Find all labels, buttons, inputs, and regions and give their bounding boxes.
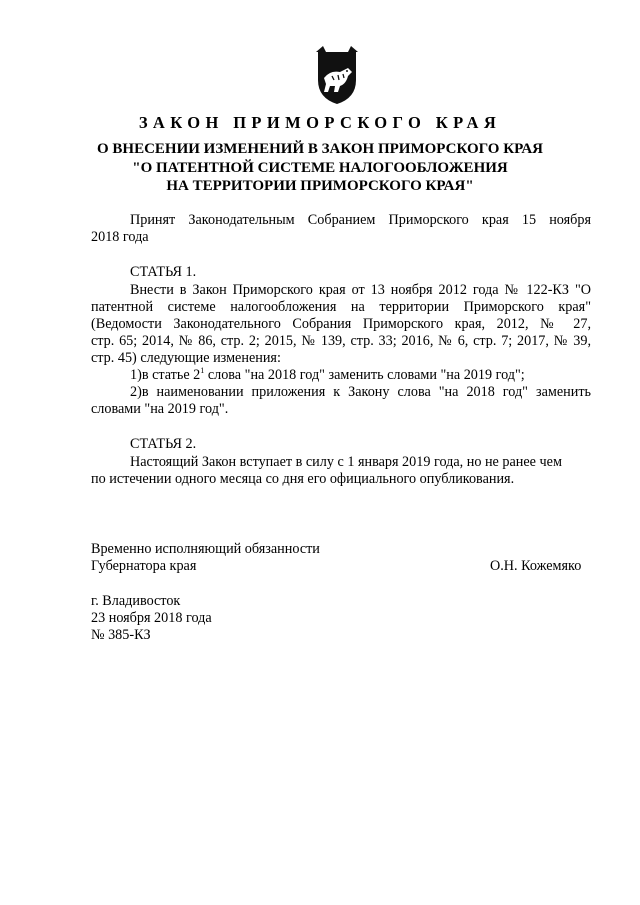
item1-after: слова "на 2018 год" заменить словами "на 2019 год"; bbox=[204, 367, 525, 383]
article1-text-line: Внести в Закон Приморского края от 13 ноября 2012 года № 122-КЗ "О bbox=[130, 282, 591, 298]
law-title: ЗАКОН ПРИМОРСКОГО КРАЯ bbox=[138, 113, 502, 132]
article1-item2-line1: 2)в наименовании приложения к Закону слова "на 2018 год" заменить bbox=[130, 384, 591, 400]
article1-text-line: стр. 65; 2014, № 86, стр. 2; 2015, № 139, стр. 33; 2016, № 6, стр. 7; 2017, № 39, bbox=[91, 333, 591, 349]
item1-before: 1)в статье 2 bbox=[130, 367, 201, 383]
law-subtitle bbox=[60, 140, 580, 196]
subtitle-line: "О ПАТЕНТНОЙ СИСТЕМЕ НАЛОГООБЛОЖЕНИЯ bbox=[132, 159, 508, 176]
article1-heading: СТАТЬЯ 1. bbox=[130, 264, 197, 280]
subtitle-line: О ВНЕСЕНИИ ИЗМЕНЕНИЙ В ЗАКОН ПРИМОРСКОГО КРАЯ bbox=[97, 141, 543, 157]
place-of-signing: г. Владивосток bbox=[91, 593, 181, 609]
law-number: № 385-КЗ bbox=[91, 627, 151, 643]
article2-line2: по истечении одного месяца со дня его официального опубликования. bbox=[91, 471, 515, 487]
article1-text-line: (Ведомости Законодательного Собрания Приморского края, 2012, № 27, bbox=[91, 316, 591, 332]
signatory-position-line2: Губернатора края bbox=[91, 558, 197, 574]
subtitle-line: НА ТЕРРИТОРИИ ПРИМОРСКОГО КРАЯ" bbox=[166, 178, 474, 194]
article2-heading: СТАТЬЯ 2. bbox=[130, 436, 197, 452]
adopted-line2: 2018 года bbox=[91, 229, 149, 245]
article2-line1: Настоящий Закон вступает в силу с 1 января 2019 года, но не ранее чем bbox=[130, 454, 562, 470]
article1-item1 bbox=[130, 367, 525, 384]
signatory-position-line1: Временно исполняющий обязанности bbox=[91, 541, 320, 557]
primorsky-coat-of-arms-icon bbox=[314, 46, 360, 106]
article1-text-line: патентной системе налогообложения на территории Приморского края" bbox=[91, 299, 591, 315]
adopted-line1: Принят Законодательным Собранием Приморского края 15 ноября bbox=[130, 212, 591, 228]
item1-superscript: 1 bbox=[200, 366, 205, 375]
signatory-name: О.Н. Кожемяко bbox=[490, 558, 582, 574]
signing-date: 23 ноября 2018 года bbox=[91, 610, 212, 626]
article1-text-line: стр. 45) следующие изменения: bbox=[91, 350, 281, 366]
article1-item2-line2: словами "на 2019 год". bbox=[91, 401, 229, 417]
